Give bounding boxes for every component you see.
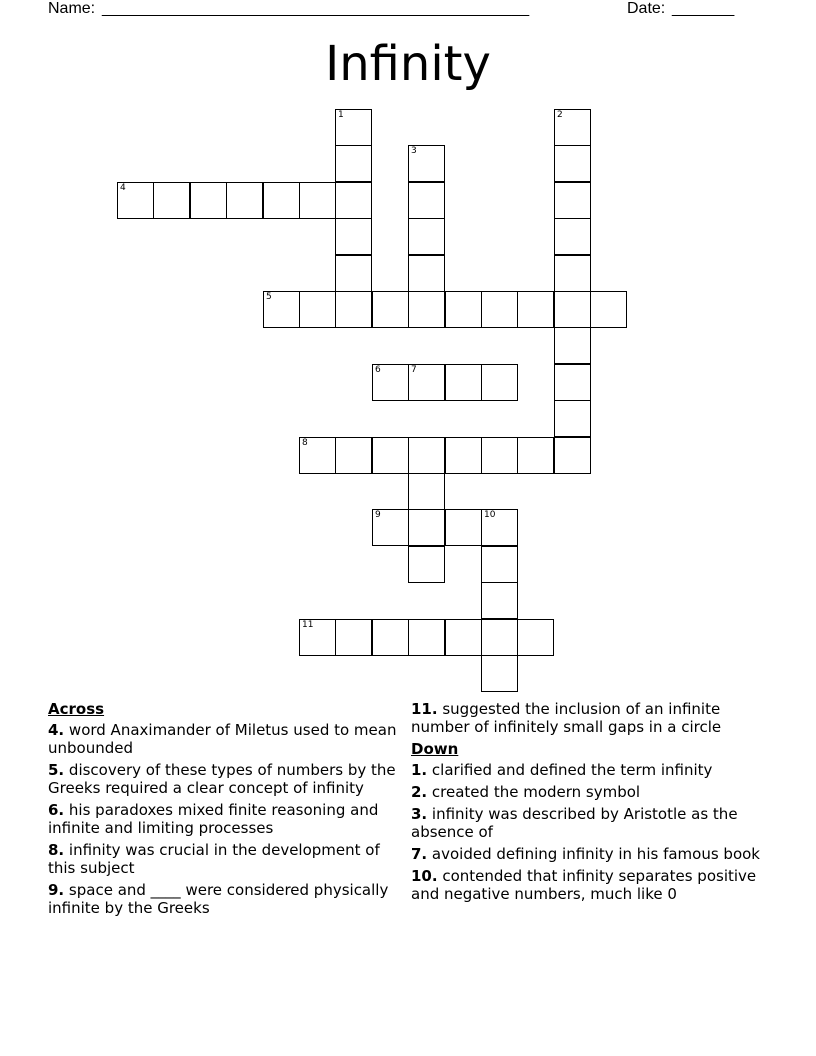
grid-cell[interactable] xyxy=(190,182,227,219)
date-label: Date: xyxy=(627,0,666,17)
clue-number: 7. xyxy=(411,845,428,863)
grid-cell[interactable] xyxy=(517,291,554,328)
grid-cell[interactable] xyxy=(517,619,554,656)
grid-cell[interactable] xyxy=(445,364,482,401)
grid-cell[interactable] xyxy=(481,509,518,546)
clues-right-column xyxy=(411,700,781,907)
grid-cell[interactable] xyxy=(554,182,591,219)
grid-cell[interactable] xyxy=(517,437,554,474)
grid-cell[interactable] xyxy=(408,473,445,510)
clue-number-label: 5 xyxy=(266,292,272,302)
grid-cell[interactable] xyxy=(372,291,409,328)
grid-cell[interactable] xyxy=(554,145,591,182)
grid-cell[interactable] xyxy=(335,437,372,474)
grid-cell[interactable] xyxy=(445,619,482,656)
clue-number: 6. xyxy=(48,801,65,819)
clue-number-label: 8 xyxy=(302,438,308,448)
clue-text: clarified and defined the term infinity xyxy=(431,761,713,779)
clue-text: infinity was described by Aristotle as the absence of xyxy=(411,805,738,841)
grid-cell[interactable] xyxy=(299,619,336,656)
clue-across-4 xyxy=(48,721,398,757)
grid-cell[interactable] xyxy=(408,291,445,328)
grid-cell[interactable] xyxy=(226,182,263,219)
grid-cell[interactable] xyxy=(299,437,336,474)
grid-cell[interactable] xyxy=(554,291,591,328)
grid-cell[interactable] xyxy=(554,400,591,437)
clue-number-label: 2 xyxy=(557,110,563,120)
grid-cell[interactable] xyxy=(554,327,591,364)
grid-cell[interactable] xyxy=(263,291,300,328)
clue-text: discovery of these types of numbers by the Greeks required a clear concept of infinity xyxy=(48,761,396,797)
grid-cell[interactable] xyxy=(372,509,409,546)
grid-cell[interactable] xyxy=(335,619,372,656)
grid-cell[interactable] xyxy=(408,546,445,583)
grid-cell[interactable] xyxy=(335,218,372,255)
clue-number: 2. xyxy=(411,783,428,801)
grid-cell[interactable] xyxy=(263,182,300,219)
clue-text: space and ____ were considered physically infinite by the Greeks xyxy=(48,881,389,917)
clue-number-label: 9 xyxy=(375,510,381,520)
clue-text: avoided defining infinity in his famous book xyxy=(431,845,760,863)
clue-number-label: 11 xyxy=(302,620,314,630)
grid-cell[interactable] xyxy=(299,291,336,328)
clue-number: 9. xyxy=(48,881,65,899)
grid-cell[interactable] xyxy=(445,509,482,546)
clue-across-6 xyxy=(48,801,398,837)
grid-cell[interactable] xyxy=(481,364,518,401)
grid-cell[interactable] xyxy=(481,582,518,619)
clue-down-2 xyxy=(411,783,781,801)
clue-number-label: 3 xyxy=(411,146,417,156)
clue-number: 11. xyxy=(411,700,438,718)
grid-cell[interactable] xyxy=(481,619,518,656)
grid-cell[interactable] xyxy=(408,255,445,292)
clue-number-label: 7 xyxy=(411,365,417,375)
grid-cell[interactable] xyxy=(335,145,372,182)
grid-cell[interactable] xyxy=(554,437,591,474)
clue-number: 10. xyxy=(411,867,438,885)
clue-number-label: 4 xyxy=(120,183,126,193)
clue-text: suggested the inclusion of an infinite number of infinitely small gaps in a circle xyxy=(411,700,722,736)
name-blank[interactable]: ________________________________________________ xyxy=(102,0,530,17)
grid-cell[interactable] xyxy=(408,182,445,219)
grid-cell[interactable] xyxy=(408,619,445,656)
grid-cell[interactable] xyxy=(153,182,190,219)
down-heading: Down xyxy=(411,740,459,758)
clue-down-1 xyxy=(411,761,781,779)
grid-cell[interactable] xyxy=(335,109,372,146)
clue-down-7 xyxy=(411,845,781,863)
grid-cell[interactable] xyxy=(117,182,154,219)
grid-cell[interactable] xyxy=(408,364,445,401)
clue-text: created the modern symbol xyxy=(431,783,641,801)
clue-number: 1. xyxy=(411,761,428,779)
page-title: Infinity xyxy=(325,36,491,92)
clue-text: infinity was crucial in the development of this subject xyxy=(48,841,380,877)
clue-number: 8. xyxy=(48,841,65,859)
clue-across-11 xyxy=(411,700,781,736)
grid-cell[interactable] xyxy=(372,437,409,474)
grid-cell[interactable] xyxy=(481,291,518,328)
clue-number-label: 6 xyxy=(375,365,381,375)
clue-across-5 xyxy=(48,761,398,797)
grid-cell[interactable] xyxy=(554,255,591,292)
grid-cell[interactable] xyxy=(590,291,627,328)
grid-cell[interactable] xyxy=(372,619,409,656)
grid-cell[interactable] xyxy=(481,437,518,474)
grid-cell[interactable] xyxy=(299,182,336,219)
grid-cell[interactable] xyxy=(554,109,591,146)
clue-number: 3. xyxy=(411,805,428,823)
date-blank[interactable]: _______ xyxy=(672,0,735,17)
grid-cell[interactable] xyxy=(481,546,518,583)
clue-text: contended that infinity separates positive and negative numbers, much like 0 xyxy=(411,867,757,903)
grid-cell[interactable] xyxy=(554,364,591,401)
grid-cell[interactable] xyxy=(408,145,445,182)
grid-cell[interactable] xyxy=(481,655,518,692)
clue-across-9 xyxy=(48,881,398,917)
clue-number-label: 1 xyxy=(338,110,344,120)
clue-down-10 xyxy=(411,867,781,903)
across-heading: Across xyxy=(48,700,105,718)
clue-text: his paradoxes mixed finite reasoning and infinite and limiting processes xyxy=(48,801,379,837)
clue-number: 4. xyxy=(48,721,65,739)
grid-cell[interactable] xyxy=(445,291,482,328)
grid-cell[interactable] xyxy=(445,437,482,474)
grid-cell[interactable] xyxy=(335,255,372,292)
grid-cell[interactable] xyxy=(554,218,591,255)
clue-number-label: 10 xyxy=(484,510,496,520)
grid-cell[interactable] xyxy=(408,437,445,474)
grid-cell[interactable] xyxy=(408,509,445,546)
name-label: Name: xyxy=(48,0,96,17)
grid-cell[interactable] xyxy=(335,182,372,219)
grid-cell[interactable] xyxy=(335,291,372,328)
clues-left-column xyxy=(48,700,398,921)
clue-number: 5. xyxy=(48,761,65,779)
clue-across-8 xyxy=(48,841,398,877)
grid-cell[interactable] xyxy=(408,218,445,255)
clue-text: word Anaximander of Miletus used to mean unbounded xyxy=(48,721,397,757)
clue-down-3 xyxy=(411,805,781,841)
grid-cell[interactable] xyxy=(372,364,409,401)
